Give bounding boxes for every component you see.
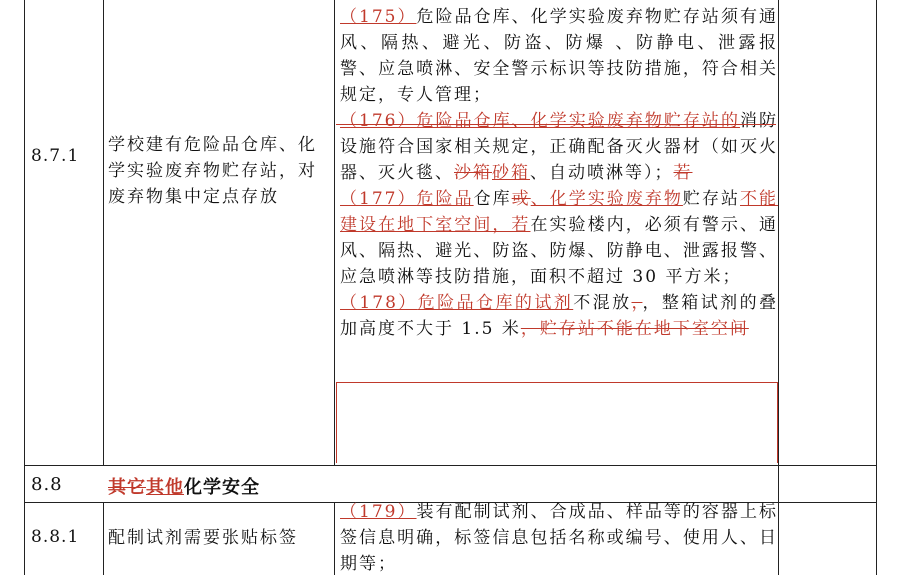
section-title-text: 化学安全 xyxy=(184,477,260,498)
clause-text: 仓库 xyxy=(473,189,512,209)
clause-text: 不混放 xyxy=(573,293,632,313)
inserted-text: 、化学实验废弃物 xyxy=(530,189,683,209)
clause-178 xyxy=(340,290,778,342)
deleted-text: 沙箱 xyxy=(454,163,492,183)
row-description: 学校建有危险品仓库、化学实验废弃物贮存站，对废弃物集中定点存放 xyxy=(108,135,317,207)
table-border-col1-lower xyxy=(103,502,104,575)
clause-text: 危险品仓库、化学实验废弃物贮存站须有通风、隔热、避光、防盗、防爆 、防静电、泄露报警、应急喷淋、安全警示标识等技防措施，符合相关规定，专人管理； xyxy=(340,7,778,105)
row-id: 8.7.1 xyxy=(31,146,80,166)
table-border-col2 xyxy=(334,0,335,465)
row-id: 8.8.1 xyxy=(31,527,80,547)
section-title xyxy=(108,473,260,499)
revision-box xyxy=(336,382,778,463)
inserted-text: 危险品 xyxy=(416,189,474,209)
clause-text: 消防设施符合国家相关规定，正确配备灭火器材（如灭火器、灭火毯、 xyxy=(340,111,779,183)
deleted-text: 或 xyxy=(511,189,531,209)
clause-text: 贮存站 xyxy=(682,189,740,209)
inserted-text: 危险品仓库的试剂 xyxy=(417,293,574,313)
clause-text: 、自动喷淋等）； xyxy=(530,163,674,183)
clause-177 xyxy=(340,186,778,290)
row-description: 配制试剂需要张贴标签 xyxy=(108,528,298,548)
clause-number: （178） xyxy=(340,293,418,313)
deleted-text: 若 xyxy=(673,163,693,183)
clause-number: （175） xyxy=(340,7,417,27)
deleted-text: 其它 xyxy=(108,477,146,498)
inserted-text: 不能建设在地下室空间，若 xyxy=(340,189,779,235)
table-border-left xyxy=(24,0,25,575)
inserted-text: 其他 xyxy=(146,477,184,498)
inserted-text: 危险品仓库、化学实验废弃物贮存站的 xyxy=(416,111,740,131)
requirement-cell xyxy=(340,499,778,577)
revision-box xyxy=(336,124,776,125)
deleted-text: ，贮存站不能在地下室空间 xyxy=(520,319,749,339)
clause-number: （176） xyxy=(340,111,417,131)
requirement-cell xyxy=(340,4,778,342)
table-border-col2-lower xyxy=(334,502,335,575)
deleted-text: ， xyxy=(631,293,643,313)
table-row-divider xyxy=(24,465,877,466)
clause-text: 装有配制试剂、合成品、样品等的容器上标签信息明确，标签信息包括名称或编号、使用人、日期等； xyxy=(340,502,778,574)
table-border-col3 xyxy=(778,0,779,575)
inserted-text: 砂箱 xyxy=(492,163,530,183)
clause-number: （179） xyxy=(340,502,417,522)
row-id: 8.8 xyxy=(31,474,63,495)
clause-number: （177） xyxy=(340,189,417,209)
clause-text: 在实验楼内，必须有警示、通风、隔热、避光、防盗、防爆、防静电、泄露报警、应急喷淋等技防措施，面积不超过 30 平方米； xyxy=(340,215,779,287)
clause-text: ，整箱试剂的叠加高度不大于 1.5 米 xyxy=(340,293,779,339)
table-border-col1 xyxy=(103,0,104,465)
clause-179 xyxy=(340,499,778,577)
table-border-right xyxy=(876,0,877,575)
clause-175 xyxy=(340,4,778,108)
clause-176 xyxy=(340,108,778,186)
